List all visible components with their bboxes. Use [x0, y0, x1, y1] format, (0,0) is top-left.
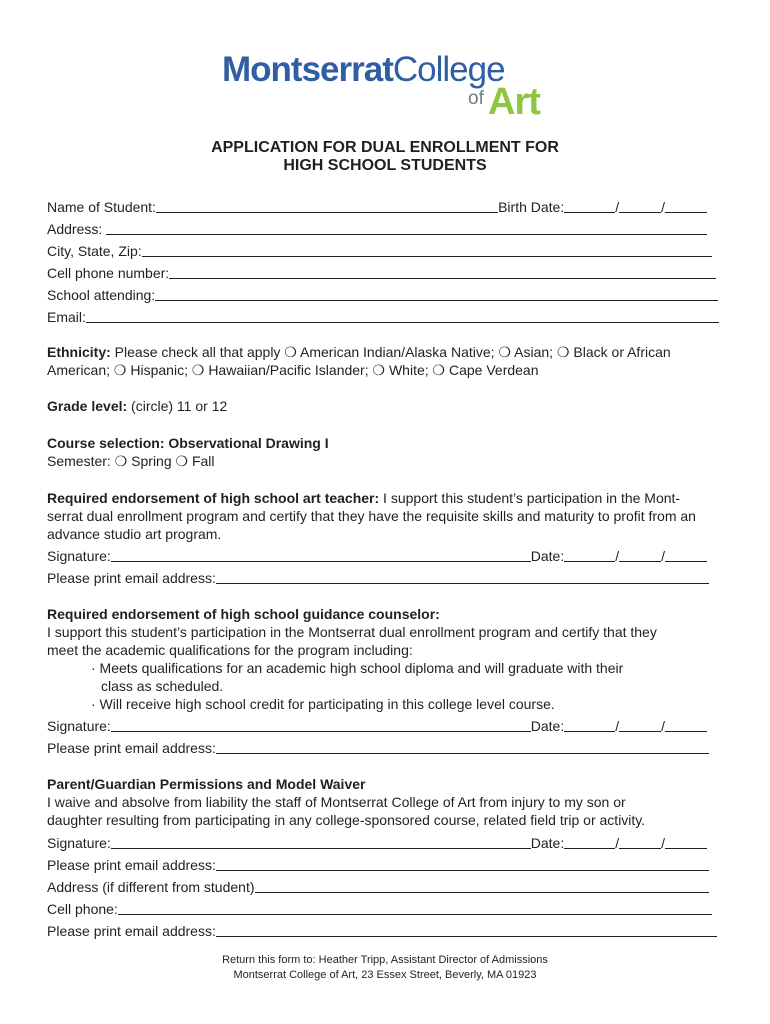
school-label: School attending:	[47, 287, 156, 303]
counselor-bullet1: · Meets qualifications for an academic high school diploma and will graduate with their	[91, 660, 624, 676]
parent-heading-text: Parent/Guardian Permissions and Model Waiver	[47, 776, 366, 792]
teacher-line2: serrat dual enrollment program and certify that they have the requisite skills and maturity to profit from an	[47, 508, 696, 524]
school-row	[47, 286, 718, 304]
counselor-date-month-field[interactable]	[564, 717, 615, 732]
parent-date-day-field[interactable]	[619, 834, 661, 849]
email-row	[47, 308, 719, 326]
student-name-field[interactable]	[156, 198, 498, 213]
checkbox-circle-icon[interactable]: ❍	[498, 344, 512, 360]
grade-text: (circle) 11 or 12	[127, 398, 228, 414]
birth-month-field[interactable]	[564, 198, 615, 213]
counselor-heading-text: Required endorsement of high school guidance counselor:	[47, 606, 440, 622]
date-slash: /	[661, 718, 665, 734]
logo-wordmark	[222, 50, 505, 90]
date-slash: /	[661, 548, 665, 564]
course-heading-text: Course selection: Observational Drawing I	[47, 435, 329, 451]
college-logo	[222, 46, 552, 128]
semester-spring: Spring	[131, 453, 172, 469]
parent-email-row	[47, 856, 709, 874]
semester-line	[47, 452, 215, 470]
email-label: Please print email address:	[47, 923, 216, 939]
ethnicity-option: Asian;	[514, 344, 554, 360]
ethnicity-line1	[47, 343, 671, 361]
footer-address-line: Montserrat College of Art, 23 Essex Street, Beverly, MA 01923	[233, 969, 537, 981]
city-row	[47, 242, 712, 260]
parent-address-field[interactable]	[255, 878, 710, 893]
semester-label: Semester:	[47, 453, 111, 469]
counselor-signature-row	[47, 717, 707, 735]
date-label: Date:	[530, 548, 565, 564]
counselor-email-field[interactable]	[216, 739, 709, 754]
logo-montserrat: Montserrat	[222, 50, 393, 89]
parent-signature-field[interactable]	[111, 834, 531, 849]
parent-cell-row	[47, 900, 712, 918]
ethnicity-prompt: Please check all that apply	[110, 344, 285, 360]
counselor-date-day-field[interactable]	[619, 717, 661, 732]
form-title-line2: HIGH SCHOOL STUDENTS	[283, 157, 487, 174]
parent-cell-label: Cell phone:	[47, 901, 118, 917]
teacher-line3: advance studio art program.	[47, 526, 222, 542]
date-label: Date:	[530, 718, 565, 734]
city-field[interactable]	[142, 242, 712, 257]
checkbox-circle-icon[interactable]: ❍	[114, 453, 128, 469]
parent-date-month-field[interactable]	[564, 834, 615, 849]
footer-return-line: Return this form to: Heather Tripp, Assistant Director of Admissions	[222, 954, 548, 966]
parent-email2-field[interactable]	[216, 922, 717, 937]
city-label: City, State, Zip:	[47, 243, 142, 259]
date-slash: /	[615, 835, 620, 851]
cell-row	[47, 264, 716, 282]
parent-signature-row	[47, 834, 707, 852]
teacher-date-year-field[interactable]	[665, 547, 707, 562]
email-label: Please print email address:	[47, 570, 216, 586]
birth-date-label: Birth Date:	[498, 199, 565, 215]
checkbox-circle-icon[interactable]: ❍	[113, 362, 127, 378]
semester-fall: Fall	[191, 453, 215, 469]
email-field[interactable]	[86, 308, 719, 323]
birth-day-field[interactable]	[619, 198, 661, 213]
grade-heading: Grade level:	[47, 398, 128, 414]
grade-level-line	[47, 397, 227, 415]
parent-date-year-field[interactable]	[665, 834, 707, 849]
course-heading	[47, 434, 329, 452]
counselor-bullet1-cont: class as scheduled.	[101, 678, 224, 694]
date-label: Date:	[530, 835, 565, 851]
birth-slash: /	[661, 199, 665, 215]
date-slash: /	[615, 718, 620, 734]
checkbox-circle-icon[interactable]: ❍	[556, 344, 570, 360]
counselor-date-year-field[interactable]	[665, 717, 707, 732]
logo-art: Art	[488, 81, 540, 123]
ethnicity-option: Hispanic;	[130, 362, 188, 378]
date-slash: /	[615, 548, 620, 564]
cell-field[interactable]	[169, 264, 716, 279]
teacher-signature-field[interactable]	[111, 547, 531, 562]
checkbox-circle-icon[interactable]: ❍	[372, 362, 386, 378]
counselor-signature-field[interactable]	[111, 717, 531, 732]
parent-heading	[47, 775, 365, 793]
checkbox-circle-icon[interactable]: ❍	[191, 362, 205, 378]
parent-cell-field[interactable]	[118, 900, 712, 915]
teacher-line1	[47, 489, 680, 507]
teacher-date-month-field[interactable]	[564, 547, 615, 562]
parent-email2-row	[47, 922, 717, 940]
signature-label: Signature:	[47, 548, 111, 564]
checkbox-circle-icon[interactable]: ❍	[432, 362, 446, 378]
logo-of: of	[468, 88, 484, 109]
parent-line2: daughter resulting from participating in any college-sponsored course, related field trip or activity.	[47, 812, 646, 828]
logo-college: College	[392, 50, 505, 89]
teacher-email-row	[47, 569, 709, 587]
parent-email-field[interactable]	[216, 856, 709, 871]
teacher-signature-row	[47, 547, 707, 565]
birth-slash: /	[615, 199, 620, 215]
counselor-bullet2: · Will receive high school credit for participating in this college level course.	[91, 696, 555, 712]
email-label: Please print email address:	[47, 857, 216, 873]
student-name-row	[47, 198, 707, 216]
ethnicity-option-black-part2: American;	[47, 362, 111, 378]
parent-line1: I waive and absolve from liability the staff of Montserrat College of Art from injury to my son or	[47, 794, 626, 810]
teacher-text: I support this student’s participation in the Mont-	[379, 490, 681, 506]
ethnicity-line2	[47, 361, 539, 379]
teacher-date-day-field[interactable]	[619, 547, 661, 562]
counselor-heading	[47, 605, 440, 623]
counselor-email-row	[47, 739, 709, 757]
ethnicity-option: Cape Verdean	[448, 362, 539, 378]
counselor-line1: I support this student’s participation in the Montserrat dual enrollment program and certify that they	[47, 624, 657, 640]
email-label: Please print email address:	[47, 740, 216, 756]
parent-address-label: Address (if different from student)	[47, 879, 255, 895]
address-row	[47, 220, 707, 238]
birth-year-field[interactable]	[665, 198, 707, 213]
signature-label: Signature:	[47, 718, 111, 734]
ethnicity-option: White;	[388, 362, 429, 378]
school-field[interactable]	[155, 286, 718, 301]
teacher-email-field[interactable]	[216, 569, 709, 584]
ethnicity-option: American Indian/Alaska Native;	[300, 344, 495, 360]
ethnicity-heading: Ethnicity:	[47, 344, 111, 360]
ethnicity-option-black-part1: Black or African	[573, 344, 671, 360]
student-name-label: Name of Student:	[47, 199, 156, 215]
counselor-line2: meet the academic qualifications for the program including:	[47, 642, 413, 658]
checkbox-circle-icon[interactable]: ❍	[284, 344, 297, 360]
form-title-line1: APPLICATION FOR DUAL ENROLLMENT FOR	[211, 139, 559, 156]
ethnicity-option: Hawaiian/Pacific Islander;	[208, 362, 369, 378]
address-field[interactable]	[106, 220, 707, 235]
cell-label: Cell phone number:	[47, 265, 170, 281]
date-slash: /	[661, 835, 665, 851]
parent-address-row	[47, 878, 709, 896]
email-label: Email:	[47, 309, 86, 325]
signature-label: Signature:	[47, 835, 111, 851]
checkbox-circle-icon[interactable]: ❍	[175, 453, 189, 469]
teacher-heading: Required endorsement of high school art teacher:	[47, 490, 380, 506]
address-label: Address:	[47, 221, 103, 237]
